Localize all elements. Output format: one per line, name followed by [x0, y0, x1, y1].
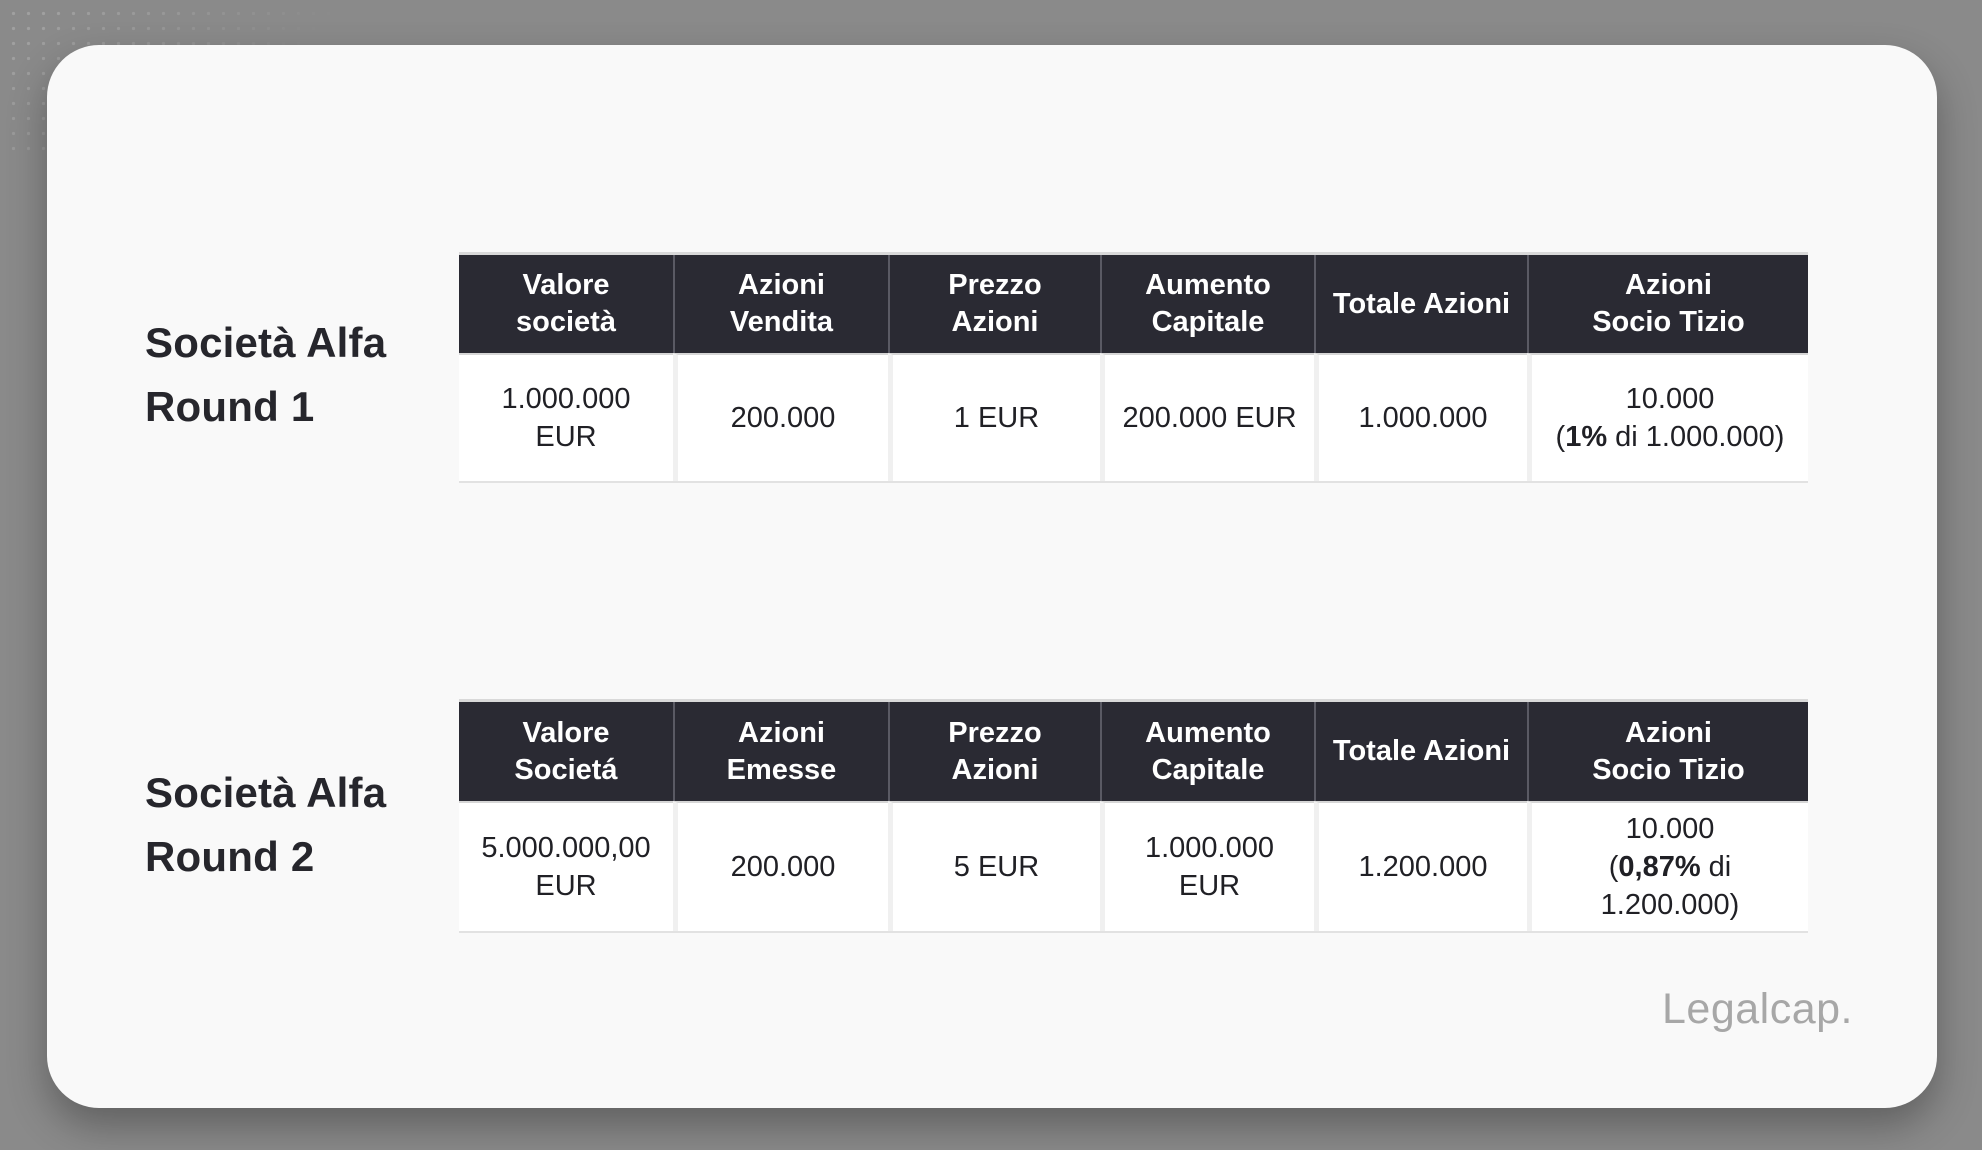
cell-line: EUR [1178, 870, 1241, 902]
r2-cell-aumento-capitale [1100, 801, 1314, 931]
r2-header-prezzo-azioni [888, 702, 1100, 801]
r2-cell-totale-azioni [1314, 801, 1527, 931]
paren-text: ( [1608, 851, 1619, 883]
rest-text: di 1.000.000) [1607, 421, 1785, 453]
header-line: Capitale [1151, 306, 1265, 338]
header-line: società [516, 306, 616, 338]
cell-line: EUR [535, 870, 597, 902]
cell-line: 10.000 [1625, 383, 1715, 415]
cell-line [1609, 848, 1732, 886]
round2-label [145, 761, 386, 889]
cell-line: 1 EUR [953, 402, 1040, 434]
cell-line: 1.000.000 [1358, 402, 1488, 434]
cell-line: 1.000.000 [501, 383, 631, 415]
r1-cell-azioni-socio-tizio [1527, 353, 1808, 481]
r2-header-valore-societa [459, 702, 673, 801]
cell-line: 10.000 [1625, 813, 1715, 845]
header-line: Azioni [1625, 269, 1712, 301]
r2-header-aumento-capitale [1100, 702, 1314, 801]
header-line: Prezzo [948, 716, 1042, 749]
r2-header-azioni-socio-tizio [1527, 702, 1808, 801]
r2-header-azioni-emesse [673, 702, 888, 801]
header-line: Emesse [726, 753, 837, 786]
r1-header-prezzo-azioni [888, 255, 1100, 353]
header-line: Societá [514, 753, 618, 786]
r1-cell-valore-societa [459, 353, 673, 481]
r1-cell-azioni-vendita [673, 353, 888, 481]
round1-label-line1: Società Alfa [145, 319, 387, 366]
cell-line: 1.200.000) [1600, 889, 1740, 921]
header-line: Totale Azioni [1332, 287, 1511, 320]
header-line: Valore [522, 716, 610, 749]
round1-table [459, 252, 1808, 483]
header-line: Socio Tizio [1592, 306, 1745, 338]
header-line: Prezzo [948, 269, 1042, 301]
header-line: Azioni [738, 269, 825, 301]
r2-cell-azioni-emesse [673, 801, 888, 931]
r1-cell-aumento-capitale [1100, 353, 1314, 481]
legalcap-logo: Legalcap. [1662, 985, 1853, 1033]
round1-label [145, 311, 386, 439]
slide-card [47, 45, 1937, 1108]
round1-label-line2: Round 1 [145, 383, 315, 430]
cell-line: 1.000.000 [1144, 832, 1274, 864]
cell-line: 1.200.000 [1358, 851, 1488, 883]
cell-line: 200.000 [730, 851, 836, 883]
r1-header-aumento-capitale [1100, 255, 1314, 353]
cell-line: 5.000.000,00 [481, 832, 651, 864]
header-line: Valore [522, 269, 610, 301]
cell-line: 5 EUR [953, 851, 1040, 883]
cell-line: 200.000 [730, 402, 836, 434]
bold-percentage: 0,87% [1618, 851, 1701, 883]
header-line: Totale Azioni [1332, 735, 1511, 767]
header-line: Socio Tizio [1592, 753, 1745, 786]
cell-line [1556, 418, 1785, 456]
header-line: Azioni [951, 753, 1039, 786]
r1-cell-totale-azioni [1314, 353, 1527, 481]
r1-cell-prezzo-azioni [888, 353, 1100, 481]
header-line: Azioni [951, 306, 1039, 338]
r2-header-totale-azioni [1314, 702, 1527, 801]
round2-label-line2: Round 2 [145, 833, 315, 880]
header-line: Azioni [738, 716, 825, 749]
r1-header-azioni-vendita [673, 255, 888, 353]
round2-label-line1: Società Alfa [145, 769, 387, 816]
cell-line: EUR [535, 421, 597, 453]
r1-header-azioni-socio-tizio [1527, 255, 1808, 353]
r2-cell-azioni-socio-tizio [1527, 801, 1808, 931]
header-line: Vendita [729, 306, 834, 338]
r1-header-totale-azioni [1314, 255, 1527, 353]
header-line: Aumento [1145, 716, 1271, 749]
round2-table [459, 699, 1808, 933]
r2-cell-valore-societa [459, 801, 673, 931]
header-line: Aumento [1145, 269, 1271, 301]
rest-text: di [1700, 851, 1732, 883]
cell-line: 200.000 EUR [1122, 402, 1297, 434]
r1-header-valore-societa [459, 255, 673, 353]
header-line: Capitale [1151, 753, 1265, 786]
paren-text: ( [1555, 421, 1566, 453]
r2-cell-prezzo-azioni [888, 801, 1100, 931]
bold-percentage: 1% [1565, 421, 1608, 453]
header-line: Azioni [1625, 716, 1712, 749]
